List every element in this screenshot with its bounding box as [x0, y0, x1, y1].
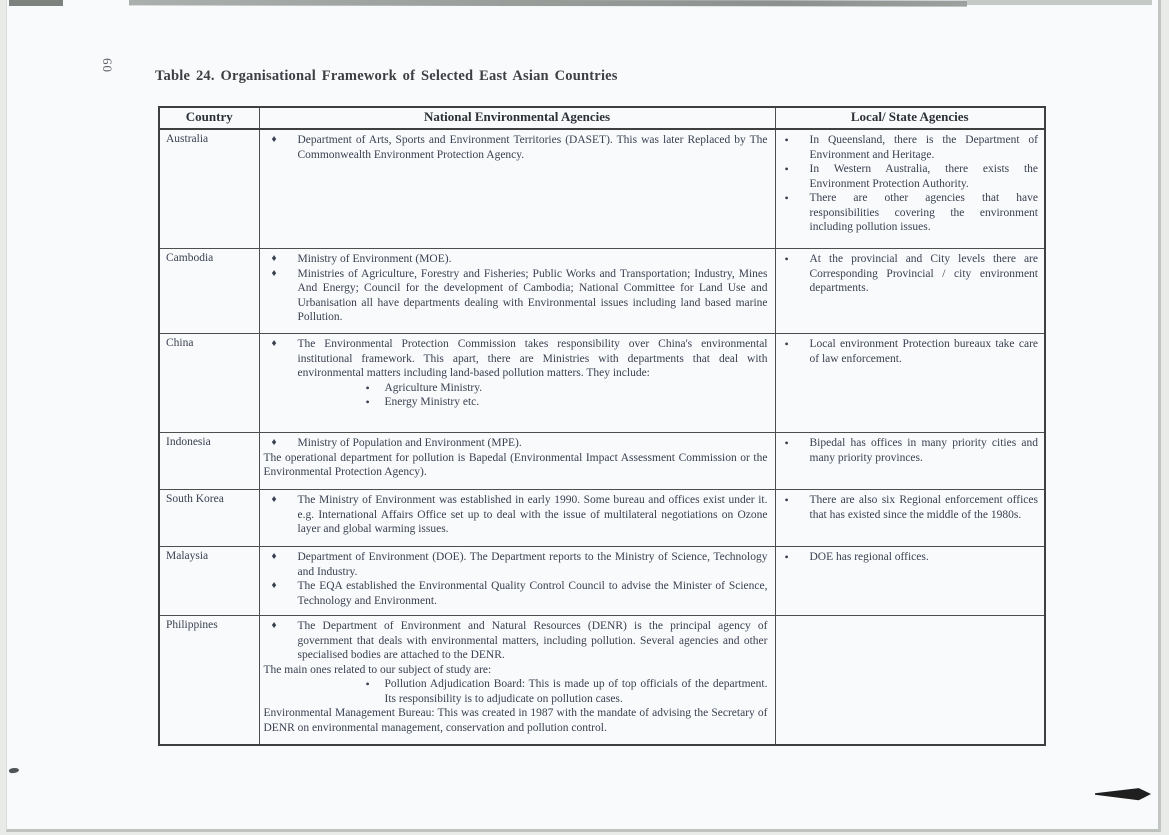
diamond-bullet-icon: ♦ [271, 620, 277, 631]
item-text: Pollution Adjudication Board: This is made up of top officials of the department. Its responsibility is to adjudicate on pollution cases. [384, 678, 768, 705]
country-cell: Australia [159, 129, 259, 249]
scan-mark [9, 767, 20, 774]
item-text: There are other agencies that have responsibilities covering the environment including pollution issues. [809, 192, 1038, 233]
national-agencies-cell [259, 249, 775, 334]
list-item [778, 133, 1039, 162]
item-text: Bipedal has offices in many priority cities and many priority provinces. [809, 437, 1038, 464]
table-row [159, 433, 1045, 490]
list-item [264, 436, 768, 451]
country-cell: Indonesia [159, 433, 259, 490]
scan-edge-artifact [9, 0, 63, 6]
pen-mark [1095, 787, 1151, 801]
item-text: There are also six Regional enforcement offices that has existed since the middle of the 1980s. [809, 494, 1038, 521]
list-item [778, 550, 1039, 565]
header-local-state-agencies: Local/ State Agencies [775, 107, 1045, 129]
item-text: Agriculture Ministry. [384, 381, 483, 394]
table-row [159, 249, 1045, 334]
dot-bullet-icon: • [784, 550, 789, 564]
item-text: The Environmental Protection Commission takes responsibility over China's environmental institutional framework. This apart, there are Ministries with departments that deal with environmental matters including land-based pollution matters. They include: [297, 338, 768, 379]
diamond-bullet-icon: ♦ [271, 494, 277, 505]
list-item [264, 267, 768, 325]
dot-bullet-icon: • [365, 677, 370, 691]
item-text: The main ones related to our subject of study are: [263, 663, 492, 676]
diamond-bullet-icon: ♦ [271, 437, 277, 448]
list-item [264, 619, 768, 663]
diamond-bullet-icon: ♦ [271, 267, 277, 279]
country-cell: Philippines [159, 616, 259, 746]
table-row [159, 616, 1045, 746]
scanned-page [6, 0, 1161, 832]
dot-bullet-icon: • [784, 252, 789, 266]
diamond-bullet-icon: ♦ [271, 134, 277, 145]
item-text: Ministry of Population and Environment (MPE). [297, 437, 522, 449]
dot-bullet-icon: • [365, 395, 370, 409]
dot-bullet-icon: • [784, 436, 789, 450]
header-row [159, 107, 1045, 129]
list-item [778, 191, 1039, 235]
scan-edge-artifact [967, 0, 1152, 5]
list-item [364, 395, 768, 410]
country-cell: South Korea [159, 490, 259, 547]
national-agencies-cell [259, 433, 775, 490]
diamond-bullet-icon: ♦ [271, 253, 277, 264]
page-number: 60 [100, 58, 115, 73]
item-text: The Department of Environment and Natural Resources (DENR) is the principal agency of government that deals with environmental matters, including pollution. Several agencies and other specialised bodies are attached to the DENR. [297, 620, 768, 661]
dot-bullet-icon: • [784, 191, 789, 205]
table-row [159, 547, 1045, 616]
list-item [264, 663, 768, 678]
list-item [264, 493, 768, 537]
list-item [364, 677, 768, 706]
list-item [264, 252, 768, 267]
list-item [264, 550, 768, 579]
local-state-agencies-cell [775, 547, 1045, 616]
national-agencies-cell [259, 547, 775, 616]
diamond-bullet-icon: ♦ [271, 551, 277, 562]
item-text: The EQA established the Environmental Quality Control Council to advise the Minister of Science, Technology and Environment. [297, 580, 768, 607]
organisational-framework-table [158, 106, 1046, 746]
national-agencies-cell [259, 129, 775, 249]
table-body [159, 129, 1045, 745]
national-agencies-cell [259, 616, 775, 746]
country-cell: China [159, 334, 259, 433]
item-text: Ministries of Agriculture, Forestry and Fisheries; Public Works and Transportation; Industry, Mines And Energy; Council for the development of Cambodia; National Committee for Land Use and Urbanisation all have departments dealing with Environmental issues including land based marine Pollution. [297, 267, 768, 323]
diamond-bullet-icon: ♦ [271, 580, 277, 591]
local-state-agencies-cell [775, 334, 1045, 433]
table-row [159, 334, 1045, 433]
item-text: Department of Arts, Sports and Environment Territories (DASET). This was later Replaced by The Commonwealth Environment Protection Agency. [297, 134, 768, 161]
item-text: Department of Environment (DOE). The Department reports to the Ministry of Science, Technology and Industry. [297, 551, 768, 578]
item-text: In Queensland, there is the Department of Environment and Heritage. [809, 134, 1038, 161]
table-row [159, 129, 1045, 249]
dot-bullet-icon: • [784, 162, 789, 176]
header-national-agencies: National Environmental Agencies [259, 107, 775, 129]
item-text: Energy Ministry etc. [384, 396, 480, 408]
country-cell: Cambodia [159, 249, 259, 334]
item-text: In Western Australia, there exists the Environment Protection Authority. [809, 163, 1038, 190]
header-country: Country [159, 107, 259, 129]
table-row [159, 490, 1045, 547]
list-item [778, 337, 1039, 366]
list-item [778, 493, 1039, 522]
item-text: The Ministry of Environment was established in early 1990. Some bureau and offices exist under it. e.g. International Affairs Office set up to deal with the issue of multilateral negotiations on Ozone layer and global warming issues. [297, 494, 768, 535]
item-text: Ministry of Environment (MOE). [297, 253, 452, 265]
local-state-agencies-cell [775, 129, 1045, 249]
list-item [778, 162, 1039, 191]
diamond-bullet-icon: ♦ [271, 338, 277, 349]
dot-bullet-icon: • [784, 337, 789, 351]
list-item [778, 252, 1039, 296]
national-agencies-cell [259, 490, 775, 547]
country-cell: Malaysia [159, 547, 259, 616]
scan-edge-artifact [129, 0, 967, 7]
dot-bullet-icon: • [365, 380, 370, 395]
local-state-agencies-cell [775, 249, 1045, 334]
item-text: Environmental Management Bureau: This was created in 1987 with the mandate of advising the Secretary of DENR on environmental management, conservation and pollution control. [263, 707, 768, 734]
item-text: Local environment Protection bureaux take care of law enforcement. [809, 338, 1038, 365]
item-text: DOE has regional offices. [809, 551, 929, 563]
list-item [364, 381, 768, 396]
local-state-agencies-cell [775, 490, 1045, 547]
list-item [264, 706, 768, 735]
national-agencies-cell [259, 334, 775, 433]
list-item [778, 436, 1039, 465]
local-state-agencies-cell [775, 616, 1045, 746]
dot-bullet-icon: • [784, 133, 789, 147]
list-item [264, 451, 768, 480]
item-text: At the provincial and City levels there are Corresponding Provincial / city environment departments. [809, 253, 1038, 294]
table-title: Table 24. Organisational Framework of Selected East Asian Countries [155, 68, 618, 84]
list-item [264, 133, 768, 162]
local-state-agencies-cell [775, 433, 1045, 490]
list-item [264, 337, 768, 381]
dot-bullet-icon: • [784, 493, 789, 507]
item-text: The operational department for pollution is Bapedal (Environmental Impact Assessment Commission or the Environmental Protection Agency). [263, 451, 768, 478]
list-item [264, 579, 768, 608]
